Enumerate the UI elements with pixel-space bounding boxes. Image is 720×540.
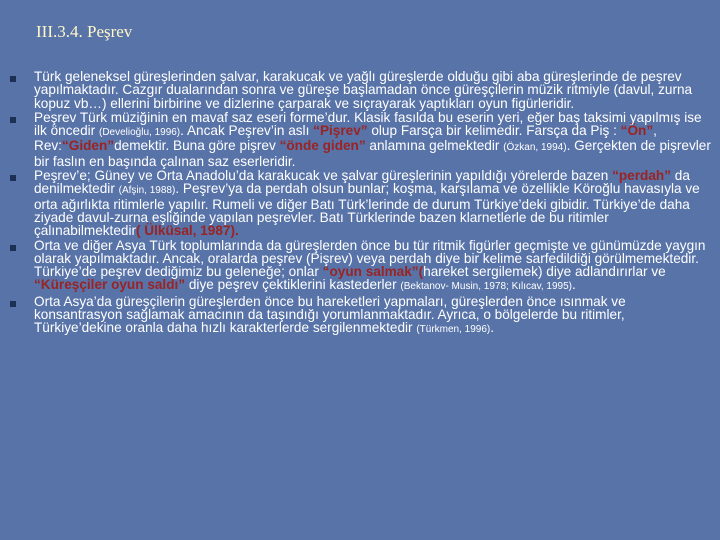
- highlighted-term: “önde giden”: [279, 138, 366, 154]
- text-segment: anlamına gelmektedir: [365, 138, 504, 154]
- text-segment: Türk geleneksel güreşlerinden şalvar, karakucak ve yağlı güreşlerde olduğu gibi aba güreşlerinde de peşrev yapılmaktadır. Cazgır dualarından sonra ve güreşe başlamadan önce güreşçilerin müzik ritmiyle (davul, zurna kopuz vb…) ellerini birbirine ve dizlerine çarparak ve sıçrayarak yaptıkları oyun figürleridir.: [34, 69, 693, 111]
- bullet-text: [34, 295, 712, 337]
- text-segment: Orta ve diğer Asya Türk toplumlarında da güreşlerden önce bu tür ritmik figürler geçmişte ve günümüzde yaygın olarak yapılmaktadır. Ancak, oralarda peşrev (Pişrev) veya perdah diye bir kelime sarfedildiği görülmemektedir. Türkiye’de peşrev dediğimiz bu geleneğe; onlar: [34, 237, 706, 280]
- text-segment: Orta Asya’da güreşçilerin güreşlerden önce bu hareketleri yapmaları, güreşlerden önce ısınmak ve konsantrasyon sağlamak amacının da taşındığı yorumlanmaktadır. Ayrıca, o bölgelerde bu ritimler, Türkiye’dekine oranla daha hızlı karakterlerde sergilenmektedir: [34, 293, 626, 336]
- square-bullet-icon: [10, 175, 16, 181]
- text-segment: . Ancak Peşrev’in aslı: [180, 123, 314, 139]
- text-segment: .: [572, 277, 576, 293]
- highlighted-term: “Ön”: [620, 123, 654, 139]
- square-bullet-icon: [10, 76, 16, 82]
- text-segment: . Gerçekten de pişrevler bir faslın en başında çalınan saz eserleridir.: [34, 138, 711, 169]
- square-bullet-icon: [10, 301, 16, 307]
- highlighted-term: “Pişrev”: [313, 123, 368, 139]
- citation: (Bektanov- Musin, 1978; Kılıcav, 1995): [400, 281, 572, 293]
- bullet-text: [34, 70, 712, 110]
- highlighted-term: “Küreşçiler oyun saldı”: [34, 277, 186, 293]
- bullet-item: [10, 70, 712, 110]
- bullet-text: [34, 169, 712, 237]
- text-segment: Peşrev Türk müziğinin en mavaf saz eseri forme’dur. Klasik fasılda bu eserin yeri, eğer baş taksimi yapılmış ise ilk öncedir: [34, 109, 702, 139]
- text-segment: da denilmektedir: [34, 168, 690, 197]
- square-bullet-icon: [10, 117, 16, 123]
- citation: (Develioğlu, 1996): [98, 127, 181, 139]
- text-segment: demektir. Buna göre pişrev: [114, 138, 280, 154]
- highlighted-term: “perdah”: [612, 168, 671, 184]
- text-segment: .: [490, 320, 495, 336]
- bullet-item: [10, 239, 712, 294]
- text-segment: hareket sergilemek) diye adlandırırlar ve: [423, 264, 666, 280]
- text-segment: diye peşrev çektiklerini kastederler: [185, 277, 401, 293]
- highlighted-term: “oyun salmak”(: [322, 264, 424, 280]
- highlighted-term: “Giden”: [61, 138, 115, 154]
- bullet-item: [10, 295, 712, 337]
- bullet-item: [10, 111, 712, 168]
- square-bullet-icon: [10, 245, 16, 251]
- text-segment: . Peşrev’ya da perdah olsun bunlar; koşma, karşılama ve özellikle Köroğlu havasıyla ve orta ağırlıkta ritimlerle yapılır. Rumeli ve diğer Batı Türk’lerinde de durum Türkiye’deki gibidir. Türkiye’de daha ziyade davul-zurna eşliğinde yapılan peşrevler. Batı Türklerinde bazen klarnetlerle de bu ritimler çalınabilmektedir: [34, 181, 700, 239]
- bullet-list: [10, 70, 712, 338]
- bullet-text: [34, 239, 712, 294]
- citation: (Özkan, 1994): [503, 142, 567, 154]
- slide-title: III.3.4. Peşrev: [36, 22, 133, 41]
- citation: (Türkmen, 1996): [416, 324, 491, 336]
- citation: (Afşin, 1988): [118, 185, 176, 197]
- text-segment: Peşrev’e; Güney ve Orta Anadolu’da karakucak ve şalvar güreşlerinin yapıldığı yörelerde bazen: [34, 168, 613, 184]
- text-segment: olup Farsça bir kelimedir. Farsça da Piş :: [367, 123, 621, 139]
- bullet-item: [10, 169, 712, 237]
- bullet-text: [34, 111, 712, 168]
- highlighted-term: ( Ülküsal, 1987).: [136, 223, 239, 239]
- text-segment: , Rev:: [34, 123, 657, 154]
